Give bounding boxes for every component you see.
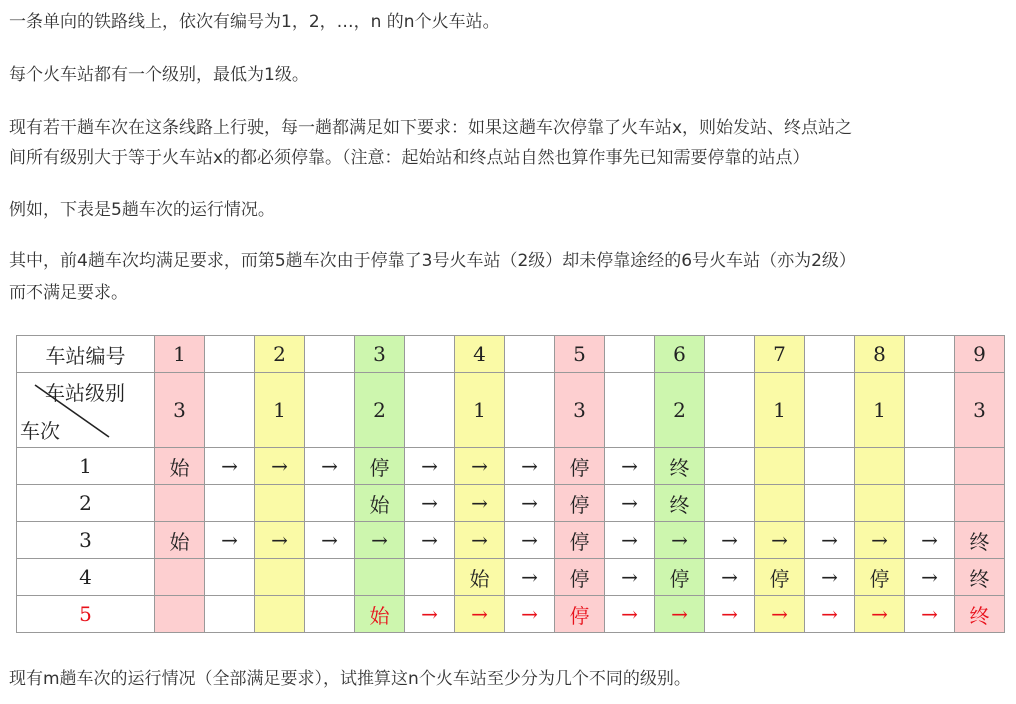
station-cell: 停 [855, 559, 905, 596]
between-cell: → [405, 522, 455, 559]
station-number-8: 8 [855, 336, 905, 373]
paragraph-explain-line2: 而不满足要求。 [9, 283, 128, 303]
station-cell: 停 [655, 559, 705, 596]
station-number-header: 车站编号 [17, 336, 155, 373]
between-cell: → [505, 448, 555, 485]
station-level-9: 3 [955, 373, 1005, 448]
between-cell [705, 448, 755, 485]
station-cell [855, 448, 905, 485]
between-cell: → [805, 596, 855, 633]
between-cell [805, 485, 855, 522]
between-cell [705, 485, 755, 522]
train-row-5 [17, 596, 1005, 633]
between-cell: → [805, 559, 855, 596]
between-cell: → [505, 485, 555, 522]
station-cell [755, 448, 805, 485]
between-cell [305, 559, 355, 596]
station-cell: 停 [555, 485, 605, 522]
between-cell [205, 596, 255, 633]
station-cell: 停 [355, 448, 405, 485]
station-cell: 终 [955, 559, 1005, 596]
between-cell: → [705, 559, 755, 596]
gap-cell [205, 373, 255, 448]
between-cell: → [205, 448, 255, 485]
train-id-cell: 4 [17, 559, 155, 596]
between-cell: → [705, 522, 755, 559]
gap-cell [505, 373, 555, 448]
station-cell: → [455, 448, 505, 485]
train-number-label: 车次 [20, 419, 60, 443]
train-row-1 [17, 448, 1005, 485]
station-cell: 终 [955, 596, 1005, 633]
station-level-label: 车站级别 [45, 381, 125, 405]
between-cell [205, 559, 255, 596]
between-cell [305, 596, 355, 633]
gap-cell [305, 373, 355, 448]
station-cell: 始 [155, 448, 205, 485]
station-cell [255, 485, 305, 522]
train-row-4 [17, 559, 1005, 596]
station-cell: → [755, 522, 805, 559]
station-number-9: 9 [955, 336, 1005, 373]
between-cell: → [605, 448, 655, 485]
train-id-cell: 1 [17, 448, 155, 485]
station-cell: 停 [555, 522, 605, 559]
station-cell: 停 [755, 559, 805, 596]
between-cell: → [605, 485, 655, 522]
station-cell: 终 [955, 522, 1005, 559]
station-cell: → [855, 522, 905, 559]
between-cell: → [505, 559, 555, 596]
station-level-6: 2 [655, 373, 705, 448]
station-cell: → [355, 522, 405, 559]
between-cell [905, 485, 955, 522]
gap-cell [205, 336, 255, 373]
gap-cell [905, 373, 955, 448]
between-cell: → [205, 522, 255, 559]
station-cell [855, 485, 905, 522]
between-cell [305, 485, 355, 522]
gap-cell [905, 336, 955, 373]
between-cell: → [405, 448, 455, 485]
paragraph-rule-line1: 现有若干趟车次在这条线路上行驶，每一趟都满足如下要求：如果这趟车次停靠了火车站x，则始发站、终点站之 [9, 118, 853, 138]
station-cell [255, 559, 305, 596]
station-cell: 始 [355, 485, 405, 522]
between-cell: → [505, 596, 555, 633]
station-level-5: 3 [555, 373, 605, 448]
station-cell: 终 [655, 448, 705, 485]
station-cell [955, 485, 1005, 522]
gap-cell [305, 336, 355, 373]
between-cell: → [905, 559, 955, 596]
train-id-cell: 5 [17, 596, 155, 633]
between-cell [805, 448, 855, 485]
between-cell: → [605, 559, 655, 596]
paragraph-example: 例如，下表是5趟车次的运行情况。 [9, 200, 275, 220]
station-cell [155, 559, 205, 596]
train-schedule-table [16, 335, 1005, 633]
gap-cell [405, 336, 455, 373]
between-cell: → [805, 522, 855, 559]
train-id-cell: 3 [17, 522, 155, 559]
station-cell: 终 [655, 485, 705, 522]
station-cell [755, 485, 805, 522]
gap-cell [605, 373, 655, 448]
train-row-2 [17, 485, 1005, 522]
station-cell: 始 [455, 559, 505, 596]
between-cell [205, 485, 255, 522]
station-level-7: 1 [755, 373, 805, 448]
between-cell: → [705, 596, 755, 633]
station-number-3: 3 [355, 336, 405, 373]
between-cell: → [905, 596, 955, 633]
station-number-7: 7 [755, 336, 805, 373]
station-cell: 停 [555, 559, 605, 596]
station-cell [255, 596, 305, 633]
station-cell: → [255, 448, 305, 485]
gap-cell [505, 336, 555, 373]
station-cell: → [455, 596, 505, 633]
between-cell [905, 448, 955, 485]
station-cell [155, 485, 205, 522]
paragraph-levels: 每个火车站都有一个级别，最低为1级。 [9, 65, 309, 85]
station-cell: → [455, 485, 505, 522]
station-cell: → [255, 522, 305, 559]
station-cell: → [855, 596, 905, 633]
gap-cell [705, 336, 755, 373]
station-cell: 停 [555, 448, 605, 485]
station-cell: → [455, 522, 505, 559]
between-cell: → [405, 485, 455, 522]
station-cell: 停 [555, 596, 605, 633]
station-number-row [17, 336, 1005, 373]
station-level-4: 1 [455, 373, 505, 448]
between-cell [405, 559, 455, 596]
station-cell: → [655, 522, 705, 559]
station-cell [155, 596, 205, 633]
between-cell: → [305, 448, 355, 485]
station-level-row [17, 373, 1005, 448]
gap-cell [605, 336, 655, 373]
gap-cell [805, 373, 855, 448]
paragraph-intro: 一条单向的铁路线上，依次有编号为1，2，…，n 的n个火车站。 [9, 12, 500, 32]
station-level-1: 3 [155, 373, 205, 448]
train-row-3 [17, 522, 1005, 559]
station-cell: 始 [355, 596, 405, 633]
station-cell [355, 559, 405, 596]
paragraph-rule-line2: 间所有级别大于等于火车站x的都必须停靠。（注意：起始站和终点站自然也算作事先已知需要停靠的站点） [9, 148, 810, 168]
station-cell: 始 [155, 522, 205, 559]
between-cell: → [505, 522, 555, 559]
station-number-1: 1 [155, 336, 205, 373]
gap-cell [705, 373, 755, 448]
station-cell: → [655, 596, 705, 633]
gap-cell [805, 336, 855, 373]
between-cell: → [605, 596, 655, 633]
between-cell: → [405, 596, 455, 633]
between-cell: → [905, 522, 955, 559]
paragraph-explain-line1: 其中，前4趟车次均满足要求，而第5趟车次由于停靠了3号火车站（2级）却未停靠途经的6号火车站（亦为2级） [9, 251, 856, 271]
station-cell: → [755, 596, 805, 633]
level-train-corner-header [17, 373, 155, 448]
train-schedule-table-wrapper [16, 335, 1005, 633]
station-cell [955, 448, 1005, 485]
between-cell: → [605, 522, 655, 559]
station-level-8: 1 [855, 373, 905, 448]
station-number-6: 6 [655, 336, 705, 373]
paragraph-question: 现有m趟车次的运行情况（全部满足要求），试推算这n个火车站至少分为几个不同的级别。 [9, 669, 691, 689]
between-cell: → [305, 522, 355, 559]
station-number-5: 5 [555, 336, 605, 373]
station-number-2: 2 [255, 336, 305, 373]
station-level-3: 2 [355, 373, 405, 448]
train-id-cell: 2 [17, 485, 155, 522]
station-number-4: 4 [455, 336, 505, 373]
station-level-2: 1 [255, 373, 305, 448]
gap-cell [405, 373, 455, 448]
